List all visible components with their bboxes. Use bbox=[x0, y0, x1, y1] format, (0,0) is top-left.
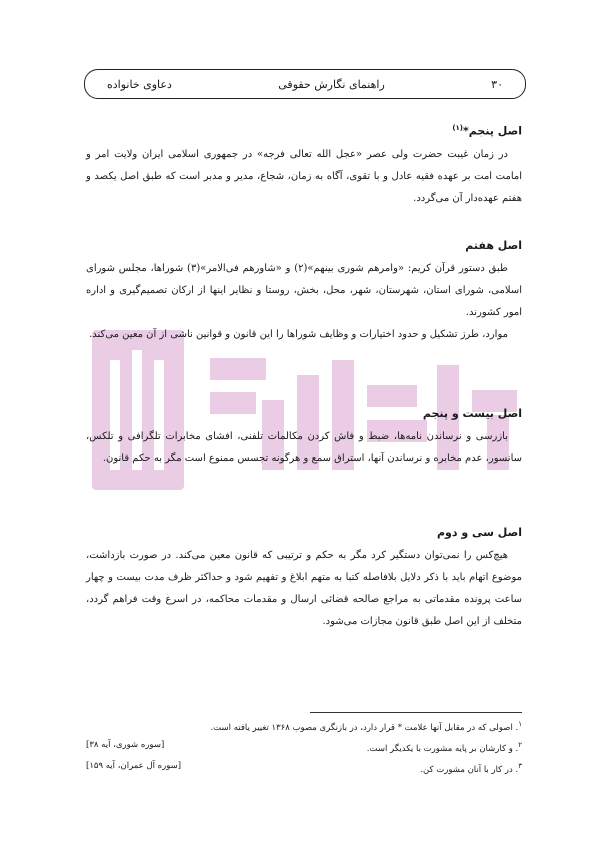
page-header bbox=[84, 69, 526, 99]
article-25 bbox=[86, 402, 522, 470]
section-paragraph: بازرسی و نرساندن نامه‌ها، ضبط و فاش کردن مکالمات تلفنی، افشای مخابرات تلگرافی و تلکس، سانسور، عدم مخابره و نرساندن آنها، استراق سمع و هرگونه تجسس ممنوع است مگر به حکم قانون. bbox=[86, 431, 522, 464]
footnote-text: . در کار با آنان مشورت کن. bbox=[420, 764, 519, 775]
section-paragraph: هیچ‌کس را نمی‌توان دستگیر کرد مگر به حکم و ترتیبی که قانون معین می‌کند. در صورت بازداشت، موضوع اتهام باید با ذکر دلایل بلافاصله کتبا به متهم ابلاغ و تفهیم شود و حداکثر ظرف مدت بیست و چهار ساعت پرونده مقدماتی به مراجع صالحه قضائی ارسال و مقدمات محاکمه، در اسرع وقت فراهم گردد، متخلف از این اصل طبق قانون مجازات می‌شود. bbox=[86, 550, 522, 627]
footnote-text: . و کارشان بر پایه مشورت با یکدیگر است. bbox=[366, 743, 519, 754]
footnote-item bbox=[86, 737, 522, 758]
footnote-source: [سوره آل عمران، آیه ۱۵۹] bbox=[86, 760, 182, 771]
footnote-number: ۱ bbox=[518, 720, 522, 728]
article-7 bbox=[86, 234, 522, 346]
footnote-item bbox=[86, 716, 522, 737]
section-title: اصل پنجم*$^{(۱)}$ bbox=[452, 124, 522, 138]
footnote-ref: (۱) bbox=[452, 124, 463, 132]
section-paragraph: طبق دستور قرآن کریم: «وامرهم شوری بینهم»(۲) و «شاورهم فی‌الامر»(۳) شوراها، مجلس شورای اسلامی، شورای استان، شهرستان، شهر، محل، بخش، روستا و نظایر اینها از ارکان تصمیم‌گیری و اداره امور کشورند. bbox=[86, 263, 522, 318]
section-title: اصل هفتم bbox=[465, 239, 522, 252]
footnote-number: ۳ bbox=[518, 761, 522, 770]
footnote-source: [سوره شوری، آیه ۳۸] bbox=[86, 739, 165, 750]
section-paragraph: در زمان غیبت حضرت ولی عصر «عجل الله تعالی فرجه» در جمهوری اسلامی ایران ولایت امر و امامت امت بر عهده فقیه عادل و با تقوی، آگاه به زمان، شجاع، مدیر و مدبر است که طبق اصل یکصد و هفتم عهده‌دار آن می‌گردد. bbox=[86, 148, 522, 204]
footnotes bbox=[86, 716, 522, 778]
footnote-number: ۲ bbox=[518, 740, 522, 749]
footnote-text: . اصولی که در مقابل آنها علامت * قرار دارد، در بازنگری مصوب ۱۳۶۸ تغییر یافته است. bbox=[210, 722, 519, 733]
chapter-title: دعاوی خانواده bbox=[107, 77, 172, 91]
page-number: ۳۰ bbox=[491, 77, 503, 91]
footnote-divider bbox=[310, 712, 522, 713]
book-title: راهنمای نگارش حقوقی bbox=[278, 77, 385, 91]
section-title: اصل سی و دوم bbox=[436, 526, 522, 539]
section-paragraph: موارد، طرز تشکیل و حدود اختیارات و وظایف شوراها را این قانون و قوانین ناشی از آن معین می‌کند. bbox=[89, 329, 508, 340]
section-title: اصل بیست و پنجم bbox=[422, 407, 522, 420]
article-5 bbox=[86, 116, 522, 210]
footnote-item bbox=[86, 758, 522, 779]
article-32 bbox=[86, 521, 522, 633]
